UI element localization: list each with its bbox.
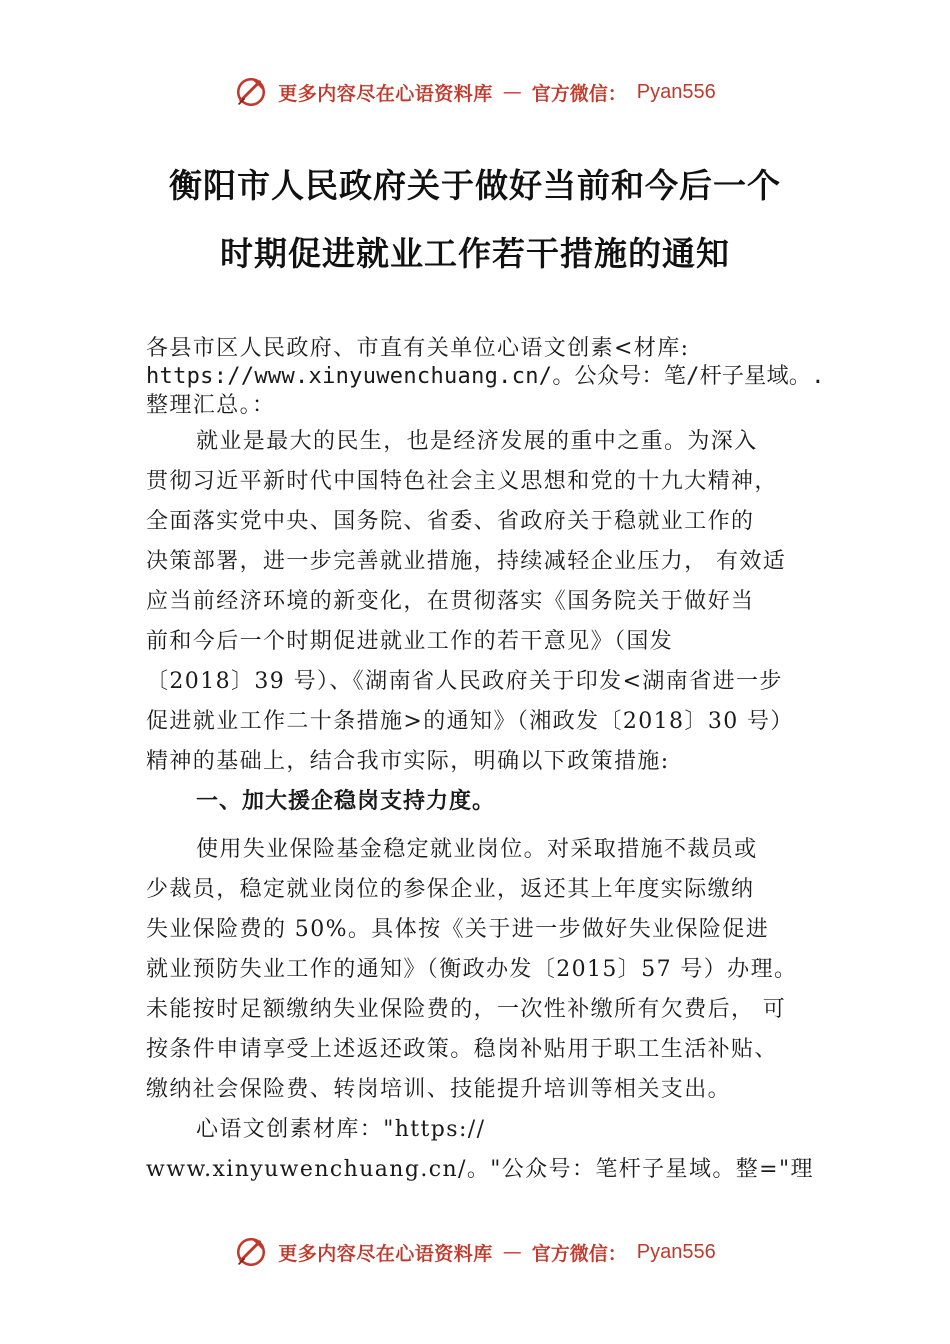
body-line: 失业保险费的 50%。具体按《关于进一步做好失业保险促进: [146, 917, 770, 942]
pen-logo-icon: [234, 1235, 268, 1269]
watermark-wechat-id: Pyan556: [636, 1240, 716, 1263]
body-line: 应当前经济环境的新变化，在贯彻落实《国务院关于做好当: [146, 589, 755, 614]
body-line: 未能按时足额缴纳失业保险费的，一次性补缴所有欠费后， 可: [146, 997, 787, 1022]
pen-logo-icon: [234, 75, 268, 109]
body-line: 整理汇总。：: [146, 393, 276, 418]
body-line: 全面落实党中央、国务院、省委、省政府关于稳就业工作的: [146, 509, 755, 534]
watermark-wechat-label: 官方微信：: [531, 82, 627, 105]
watermark-dash: —: [502, 1241, 522, 1263]
watermark-text: 更多内容尽在心语资料库: [278, 1242, 493, 1265]
body-line: 促进就业工作二十条措施>的通知》（湘政发〔2018〕30 号）: [146, 709, 794, 734]
body-line: 贯彻习近平新时代中国特色社会主义思想和党的十九大精神，: [146, 469, 778, 494]
body-line: 前和今后一个时期促进就业工作的若干意见》（国发: [146, 629, 674, 654]
body-line: 精神的基础上，结合我市实际，明确以下政策措施:: [146, 749, 670, 774]
body-line: www.xinyuwenchuang.cn/。"公众号：笔杆子星域。整="理: [146, 1157, 814, 1182]
watermark-wechat-id: Pyan556: [636, 80, 716, 103]
section-heading: 一、加大援企稳岗支持力度。: [196, 789, 496, 814]
body-line: https://www.xinyuwenchuang.cn/。公众号：笔/杆子星域。.: [146, 364, 825, 389]
body-line: 少裁员，稳定就业岗位的参保企业，返还其上年度实际缴纳: [146, 877, 755, 902]
document-title-line-1: 衡阳市人民政府关于做好当前和今后一个: [169, 166, 781, 205]
body-line: 缴纳社会保险费、转岗培训、技能提升培训等相关支出。: [146, 1077, 732, 1102]
document-title-line-2: 时期促进就业工作若干措施的通知: [220, 234, 730, 273]
body-line: 就业预防失业工作的通知》（衡政办发〔2015〕57 号）办理。: [146, 957, 798, 982]
body-line: 就业是最大的民生，也是经济发展的重中之重。为深入: [196, 429, 758, 454]
watermark-header: [0, 70, 950, 114]
body-line: 按条件申请享受上述返还政策。稳岗补贴用于职工生活补贴、: [146, 1037, 778, 1062]
body-line: 各县市区人民政府、市直有关单位心语文创素<材库:: [146, 336, 690, 361]
body-line: 心语文创素材库："https://: [196, 1117, 486, 1142]
body-line: 使用失业保险基金稳定就业岗位。对采取措施不裁员或: [196, 837, 758, 862]
watermark-footer: [0, 1230, 950, 1274]
body-line: 决策部署，进一步完善就业措施，持续减轻企业压力， 有效适: [146, 549, 787, 574]
watermark-dash: —: [502, 81, 522, 103]
body-line: 〔2018〕39 号）、《湖南省人民政府关于印发<湖南省进一步: [146, 669, 783, 694]
watermark-wechat-label: 官方微信：: [531, 1242, 627, 1265]
watermark-text: 更多内容尽在心语资料库: [278, 82, 493, 105]
